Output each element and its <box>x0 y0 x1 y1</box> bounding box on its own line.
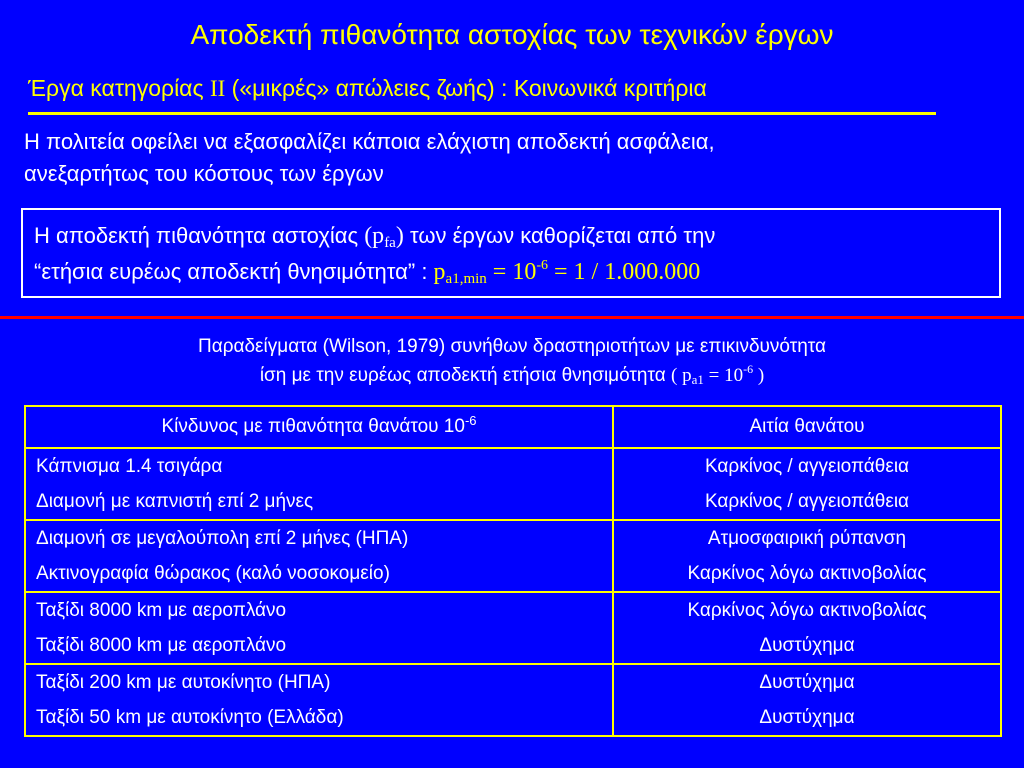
examples-formula-close: ) <box>753 365 765 386</box>
cause-item: Ατμοσφαιρική ρύπανση <box>707 528 907 549</box>
formula-eq: = 10 <box>486 259 537 285</box>
cause-cell <box>613 592 1001 664</box>
subtitle-suffix: («μικρές» απώλειες ζωής) : Κοινωνικά κριτήρια <box>225 75 707 101</box>
slide-subtitle <box>28 74 707 103</box>
examples-formula-eq: = 10 <box>703 365 744 386</box>
examples-line-2 <box>0 361 1024 390</box>
risk-item: Ταξίδι 8000 km με αεροπλάνο <box>36 600 287 621</box>
header-risk-exp: -6 <box>464 413 477 428</box>
examples-formula <box>671 362 765 387</box>
table-row <box>25 520 1001 592</box>
policy-line-1: Η πολιτεία οφείλει να εξασφαλίζει κάποια ελάχιστη αποδεκτή ασφάλεια, <box>24 129 715 154</box>
cause-item: Δυστύχημα <box>759 707 855 728</box>
table-header-row <box>25 406 1001 448</box>
policy-statement <box>24 126 715 190</box>
pfa-symbol-open: (p <box>364 223 385 249</box>
risk-item: Ταξίδι 200 km με αυτοκίνητο (ΗΠΑ) <box>36 672 331 693</box>
definition-text-b: των έργων καθορίζεται από την <box>403 223 716 248</box>
definition-text-c: “ετήσια ευρέως αποδεκτή θνησιμότητα” : <box>34 259 434 284</box>
subtitle-category: II <box>209 76 226 101</box>
definition-line-2 <box>34 254 999 290</box>
examples-formula-open: ( p <box>671 365 692 386</box>
formula-sub: a1,min <box>445 271 487 287</box>
risk-item: Ταξίδι 50 km με αυτοκίνητο (Ελλάδα) <box>36 707 344 728</box>
cause-cell <box>613 664 1001 736</box>
definition-line-1 <box>34 218 999 254</box>
cause-item: Καρκίνος / αγγειοπάθεια <box>704 491 910 512</box>
risk-item: Κάπνισμα 1.4 τσιγάρα <box>36 456 223 477</box>
risk-item: Ταξίδι 8000 km με αεροπλάνο <box>36 635 287 656</box>
subtitle-prefix: Έργα κατηγορίας <box>28 75 210 101</box>
cause-item: Καρκίνος λόγω ακτινοβολίας <box>687 563 927 584</box>
pfa-symbol <box>364 223 404 249</box>
cause-cell <box>613 448 1001 520</box>
table-row <box>25 448 1001 520</box>
examples-formula-exp: -6 <box>743 362 754 376</box>
formula-p: p <box>433 259 446 285</box>
pfa-symbol-close: ) <box>395 223 404 249</box>
definition-box <box>21 208 1001 298</box>
cause-item: Καρκίνος / αγγειοπάθεια <box>704 456 910 477</box>
table-row <box>25 664 1001 736</box>
risk-table <box>24 405 1002 737</box>
pfa-symbol-sub: fa <box>384 235 396 251</box>
definition-text-a: Η αποδεκτή πιθανότητα αστοχίας <box>34 223 365 248</box>
risk-item: Διαμονή σε μεγαλούπολη επί 2 μήνες (ΗΠΑ) <box>36 528 409 549</box>
risk-cell <box>25 592 613 664</box>
examples-line-1: Παραδείγματα (Wilson, 1979) συνήθων δραστηριοτήτων με επικινδυνότητα <box>197 336 827 357</box>
section-divider <box>0 316 1024 319</box>
table-row <box>25 592 1001 664</box>
header-cause: Αιτία θανάτου <box>613 406 1001 448</box>
header-risk-text: Κίνδυνος με πιθανότητα θανάτου 10 <box>161 416 465 437</box>
formula-exp: -6 <box>536 258 549 273</box>
slide-title: Αποδεκτή πιθανότητα αστοχίας των τεχνικών έργων <box>190 19 834 50</box>
cause-cell <box>613 520 1001 592</box>
risk-cell <box>25 448 613 520</box>
risk-cell <box>25 520 613 592</box>
examples-formula-sub: a1 <box>691 372 704 387</box>
risk-item: Διαμονή με καπνιστή επί 2 μήνες <box>36 491 314 512</box>
policy-line-2: ανεξαρτήτως του κόστους των έργων <box>24 161 384 186</box>
cause-item: Δυστύχημα <box>759 672 855 693</box>
subtitle-underline <box>28 112 936 115</box>
examples-text: ίση με την ευρέως αποδεκτή ετήσια θνησιμότητα <box>259 365 672 386</box>
risk-item: Ακτινογραφία θώρακος (καλό νοσοκομείο) <box>36 563 390 584</box>
examples-caption <box>0 332 1024 390</box>
header-risk <box>25 406 613 448</box>
risk-cell <box>25 664 613 736</box>
acceptable-mortality-formula <box>434 259 701 285</box>
cause-item: Καρκίνος λόγω ακτινοβολίας <box>687 600 927 621</box>
cause-item: Δυστύχημα <box>759 635 855 656</box>
formula-rest: = 1 / 1.000.000 <box>548 259 701 285</box>
